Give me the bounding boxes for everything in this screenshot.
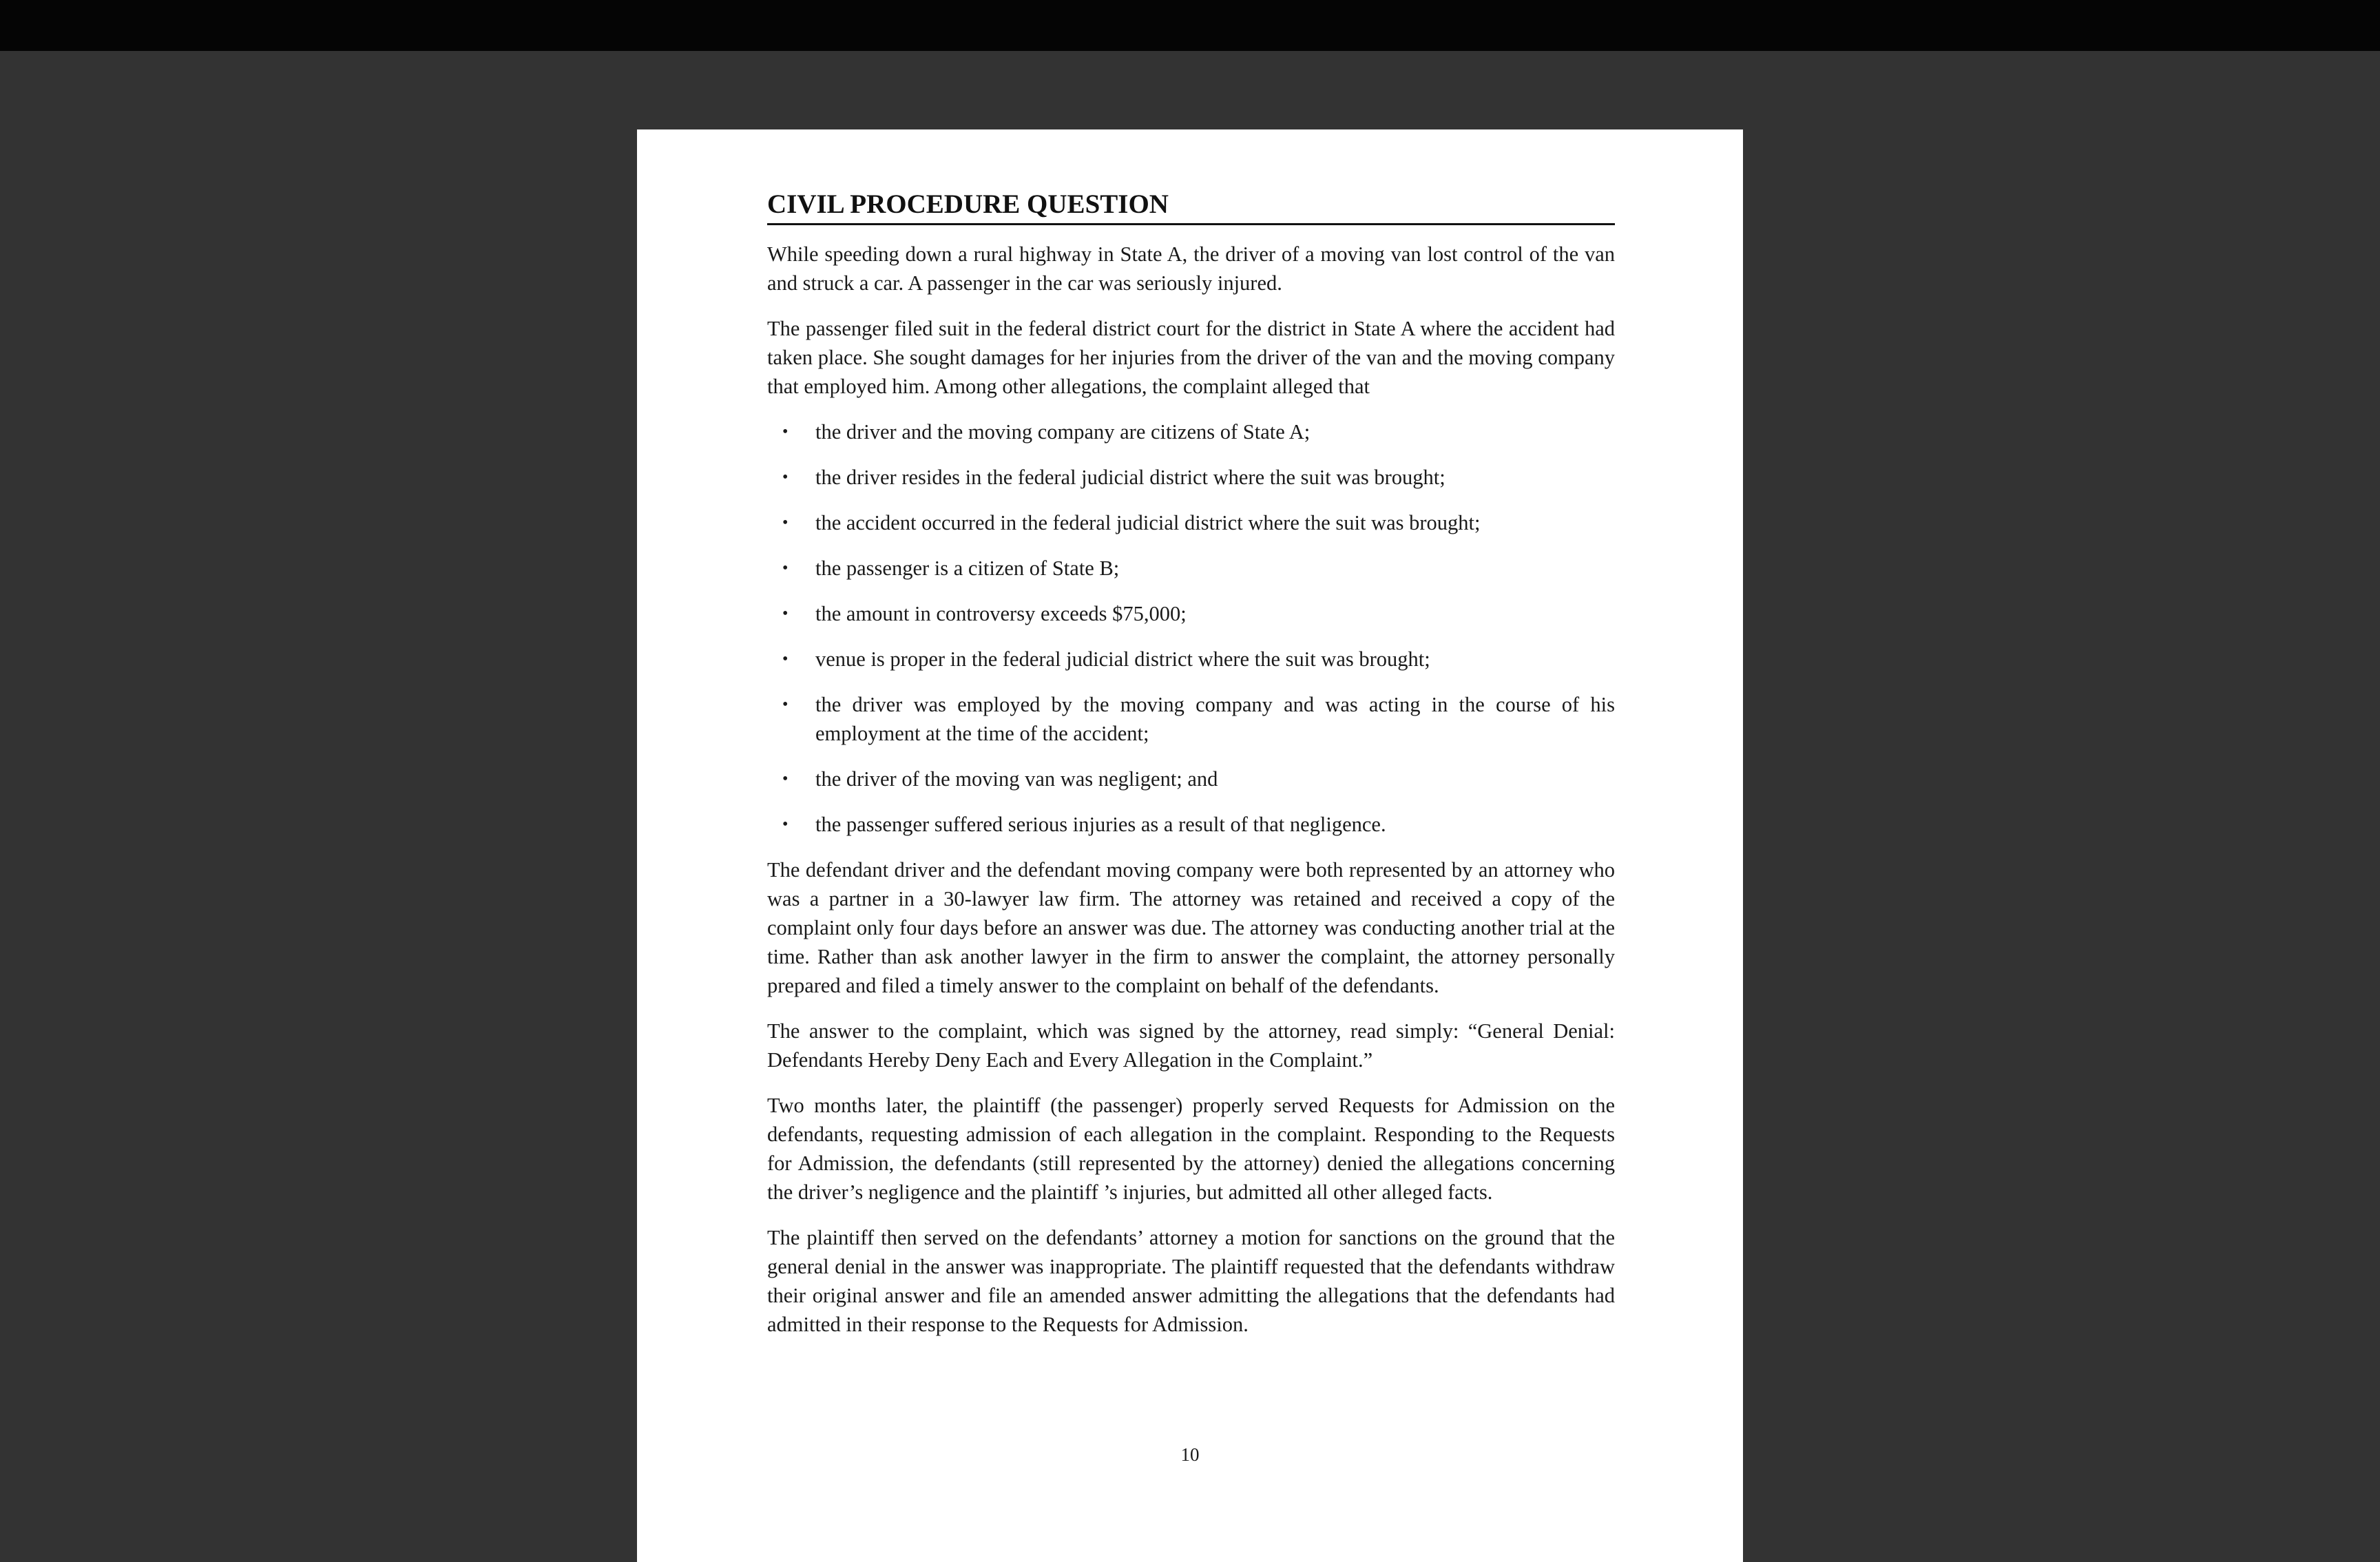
paragraph-1: While speeding down a rural highway in State A, the driver of a moving van lost control of the van and struck a car. A passenger in the car was seriously injured. bbox=[767, 242, 1615, 295]
list-item bbox=[767, 645, 1615, 674]
bullet-icon: • bbox=[782, 423, 789, 441]
list-item-text: the passenger is a citizen of State B; bbox=[815, 556, 1120, 580]
bullet-icon: • bbox=[782, 514, 789, 532]
list-item bbox=[767, 690, 1615, 748]
bullet-icon: • bbox=[782, 468, 789, 486]
bullet-icon: • bbox=[782, 605, 789, 623]
list-item bbox=[767, 463, 1615, 492]
list-item bbox=[767, 599, 1615, 628]
list-item bbox=[767, 764, 1615, 793]
list-item-text: venue is proper in the federal judicial district where the suit was brought; bbox=[815, 647, 1430, 671]
paragraph-2: The passenger filed suit in the federal district court for the district in State A where the accident had taken place. She sought damages for her injuries from the driver of the van and the moving company that employed him. Among other allegations, the complaint alleged that bbox=[767, 317, 1615, 398]
bullet-icon: • bbox=[782, 650, 789, 668]
list-item bbox=[767, 554, 1615, 583]
bullet-icon: • bbox=[782, 559, 789, 577]
list-item-text: the driver was employed by the moving company and was acting in the course of his employment at the time of the accident; bbox=[815, 693, 1615, 745]
list-item-text: the accident occurred in the federal judicial district where the suit was brought; bbox=[815, 511, 1481, 534]
page-title: CIVIL PROCEDURE QUESTION bbox=[767, 188, 1615, 225]
bullet-icon: • bbox=[782, 770, 789, 788]
paragraph-5: Two months later, the plaintiff (the passenger) properly served Requests for Admission on the defendants, requesting admission of each allegation in the complaint. Responding to the Requests for Admission, the defendants (still represented by the attorney) denied the allegations concerning the driver’s negligence and the plaintiff ’s injuries, but admitted all other alleged facts. bbox=[767, 1094, 1615, 1204]
list-item-text: the amount in controversy exceeds $75,000; bbox=[815, 602, 1187, 625]
bullet-icon: • bbox=[782, 815, 789, 833]
paragraph-3: The defendant driver and the defendant moving company were both represented by an attorney who was a partner in a 30-lawyer law firm. The attorney was retained and received a copy of the complaint only four days before an answer was due. The attorney was conducting another trial at the time. Rather than ask another lawyer in the firm to answer the complaint, the attorney personally prepared and filed a timely answer to the complaint on behalf of the defendants. bbox=[767, 858, 1615, 997]
list-item-text: the driver of the moving van was negligent; and bbox=[815, 767, 1218, 791]
document-viewer[interactable] bbox=[0, 51, 2380, 1539]
bullet-icon: • bbox=[782, 696, 789, 714]
list-item-text: the passenger suffered serious injuries as a result of that negligence. bbox=[815, 813, 1386, 836]
allegations-list bbox=[767, 417, 1615, 839]
list-item-text: the driver resides in the federal judicial district where the suit was brought; bbox=[815, 466, 1445, 489]
list-item bbox=[767, 508, 1615, 537]
document-page bbox=[637, 129, 1743, 1562]
list-item bbox=[767, 417, 1615, 446]
paragraph-6: The plaintiff then served on the defendants’ attorney a motion for sanctions on the ground that the general denial in the answer was inappropriate. The plaintiff requested that the defendants withdraw their original answer and file an amended answer admitting the allegations that the defendants had admitted in their response to the Requests for Admission. bbox=[767, 1226, 1615, 1336]
list-item-text: the driver and the moving company are citizens of State A; bbox=[815, 420, 1311, 444]
paragraph-4: The answer to the complaint, which was signed by the attorney, read simply: “General Denial: Defendants Hereby Deny Each and Every Allegation in the Complaint.” bbox=[767, 1019, 1615, 1072]
list-item bbox=[767, 810, 1615, 839]
viewer-top-bar bbox=[0, 0, 2380, 51]
page-content bbox=[767, 188, 1615, 1339]
page-number: 10 bbox=[1180, 1444, 1200, 1465]
